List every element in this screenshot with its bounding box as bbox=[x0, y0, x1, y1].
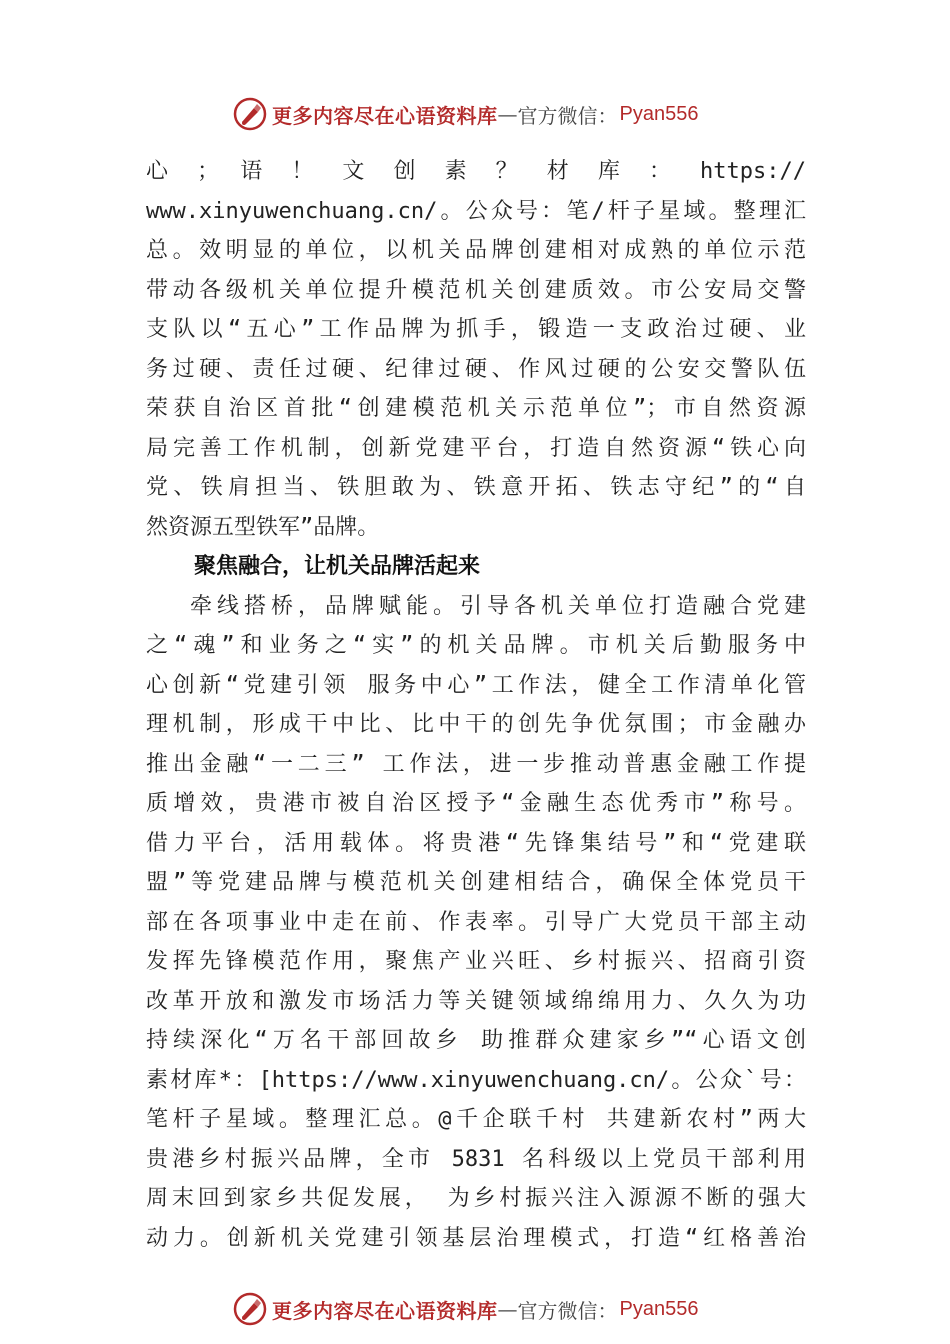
body-line: 然资源五型铁军”品牌。 bbox=[146, 514, 380, 540]
header-watermark-banner bbox=[232, 96, 732, 132]
body-line: 支队以“五心”工作品牌为抓手，锻造一支政治过硬、业 bbox=[146, 317, 806, 342]
body-line: 动力。创新机关党建引领基层治理模式，打造“红格善治 bbox=[146, 1225, 806, 1251]
body-line: 改革开放和激发市场活力等关键领域绵绵用力、久久为功 bbox=[146, 988, 806, 1014]
pen-nib-seal-icon bbox=[232, 1291, 268, 1327]
banner-main-text: 更多内容尽在心语资料库 bbox=[272, 1298, 498, 1323]
footer-watermark-banner bbox=[232, 1291, 732, 1327]
body-line: 理机制，形成干中比、比中干的创先争优氛围；市金融办 bbox=[146, 712, 806, 737]
body-line: 心 ； 语 ！ 文 创 素 ？ 材 库 ： https:// bbox=[146, 159, 806, 184]
banner-main-text: 更多内容尽在心语资料库 bbox=[272, 103, 498, 128]
body-line: 总。效明显的单位，以机关品牌创建相对成熟的单位示范 bbox=[146, 238, 806, 263]
body-line: 持续深化“万名干部回故乡 助推群众建家乡”“心语文创 bbox=[146, 1028, 806, 1053]
body-line: 党、铁肩担当、铁胆敢为、铁意开拓、铁志守纪”的“自 bbox=[146, 475, 806, 500]
banner-wechat-label: 官方微信： bbox=[517, 1298, 618, 1323]
document-body bbox=[146, 152, 806, 1258]
body-line: 质增效，贵港市被自治区授予“金融生态优秀市”称号。 bbox=[146, 791, 806, 816]
body-line: 带动各级机关单位提升模范机关创建质效。市公安局交警 bbox=[146, 277, 806, 303]
body-line: 贵港乡村振兴品牌，全市 5831 名科级以上党员干部利用 bbox=[146, 1146, 806, 1172]
pen-nib-seal-icon bbox=[232, 96, 268, 132]
body-line: 推出金融“一二三” 工作法，进一步推动普惠金融工作提 bbox=[146, 751, 806, 777]
body-line: 牵线搭桥，品牌赋能。引导各机关单位打造融合党建 bbox=[190, 593, 806, 619]
body-line: 局完善工作机制，创新党建平台，打造自然资源“铁心向 bbox=[146, 435, 806, 461]
body-line: 发挥先锋模范作用，聚焦产业兴旺、乡村振兴、招商引资 bbox=[146, 949, 806, 974]
body-line: 务过硬、责任过硬、纪律过硬、作风过硬的公安交警队伍 bbox=[146, 356, 806, 382]
body-line: 之“魂”和业务之“实”的机关品牌。市机关后勤服务中 bbox=[146, 633, 806, 658]
banner-dash: — bbox=[497, 102, 518, 126]
body-line: 笔杆子星域。整理汇总。@千企联千村 共建新农村”两大 bbox=[146, 1107, 806, 1132]
body-line: 周末回到家乡共促发展， 为乡村振兴注入源源不断的强大 bbox=[146, 1186, 806, 1211]
banner-wechat-label: 官方微信： bbox=[517, 103, 618, 128]
body-line: 素材库*：[https://www.xinyuwenchuang.cn/。公众`号： bbox=[146, 1067, 806, 1093]
body-line: 盟”等党建品牌与模范机关创建相结合，确保全体党员干 bbox=[146, 870, 806, 895]
banner-dash: — bbox=[497, 1297, 518, 1321]
body-line: www.xinyuwenchuang.cn/。公众号：笔/杆子星域。整理汇 bbox=[146, 198, 806, 224]
body-line: 部在各项事业中走在前、作表率。引导广大党员干部主动 bbox=[146, 909, 806, 935]
section-heading: 聚焦融合，让机关品牌活起来 bbox=[194, 554, 481, 579]
body-line: 荣获自治区首批“创建模范机关示范单位”；市自然资源 bbox=[146, 396, 806, 421]
banner-wechat-id: Pyan556 bbox=[619, 102, 699, 125]
body-line: 借力平台，活用载体。将贵港“先锋集结号”和“党建联 bbox=[146, 830, 806, 856]
banner-wechat-id: Pyan556 bbox=[619, 1297, 699, 1320]
body-line: 心创新“党建引领 服务中心”工作法，健全工作清单化管 bbox=[146, 672, 806, 698]
